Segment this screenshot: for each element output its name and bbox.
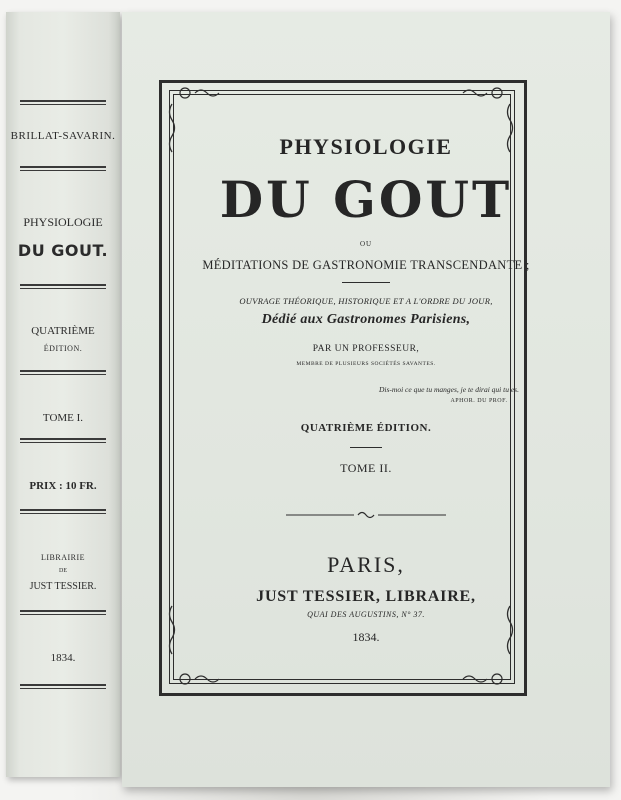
spine-title-line2: DU GOUT. <box>17 241 109 260</box>
cover-quote: Dis-moi ce que tu manges, je te dirai qui tu es. <box>379 385 519 394</box>
spine-edition-line1: QUATRIÈME <box>31 325 95 337</box>
cover-subtitle: MÉDITATIONS DE GASTRONOMIE TRANSCENDANTE ; <box>202 258 530 272</box>
spine-rule <box>20 509 106 511</box>
spine-price: PRIX : 10 FR. <box>29 480 97 492</box>
spine-year: 1834. <box>50 652 76 664</box>
cover-tome: TOME II. <box>340 461 392 475</box>
spine-rule <box>20 610 106 612</box>
cover-member: MEMBRE DE PLUSIEURS SOCIÉTÉS SAVANTES. <box>296 361 436 367</box>
spine-library-line2: DE <box>59 568 67 574</box>
spine-author: BRILLAT-SAVARIN. <box>10 130 116 142</box>
spine-rule <box>20 438 106 440</box>
cover-edition: QUATRIÈME ÉDITION. <box>300 422 432 434</box>
cover-title-line2: DU GOUT <box>219 170 513 229</box>
cover-address: QUAI DES AUGUSTINS, N° 37. <box>307 610 425 619</box>
spine-title-line1: PHYSIOLOGIE <box>23 215 103 229</box>
cover-publisher: JUST TESSIER, LIBRAIRE, <box>256 588 476 605</box>
spine-tome: TOME I. <box>42 412 84 424</box>
cover-or: OU <box>359 240 373 248</box>
cover-author: PAR UN PROFESSEUR, <box>312 344 420 354</box>
cover-title-line1: PHYSIOLOGIE <box>279 134 453 159</box>
spine-rule <box>20 166 106 168</box>
cover-work-description: OUVRAGE THÉORIQUE, HISTORIQUE ET A L'ORDRE DU JOUR, <box>239 296 493 306</box>
bottom-ornament-icon <box>169 672 513 686</box>
spine-library-line3: JUST TESSIER. <box>29 581 97 592</box>
spine-rule <box>20 284 106 286</box>
book-spine <box>6 12 120 777</box>
spine-library-line1: LIBRAIRIE <box>40 553 86 562</box>
spine-rule <box>20 100 106 102</box>
cover-dedication: Dédié aux Gastronomes Parisiens, <box>261 312 471 327</box>
divider-ornament-icon <box>286 510 446 520</box>
cover-quote-source: APHOR. DU PROF. <box>450 398 508 404</box>
book-cover <box>122 12 610 787</box>
cover-year: 1834. <box>352 630 380 644</box>
divider <box>350 447 382 448</box>
cover-city: PARIS, <box>327 552 405 577</box>
divider <box>342 282 390 283</box>
spine-rule <box>20 684 106 686</box>
top-ornament-icon <box>169 86 513 100</box>
spine-rule <box>20 370 106 372</box>
spine-edition-line2: ÉDITION. <box>43 344 83 353</box>
